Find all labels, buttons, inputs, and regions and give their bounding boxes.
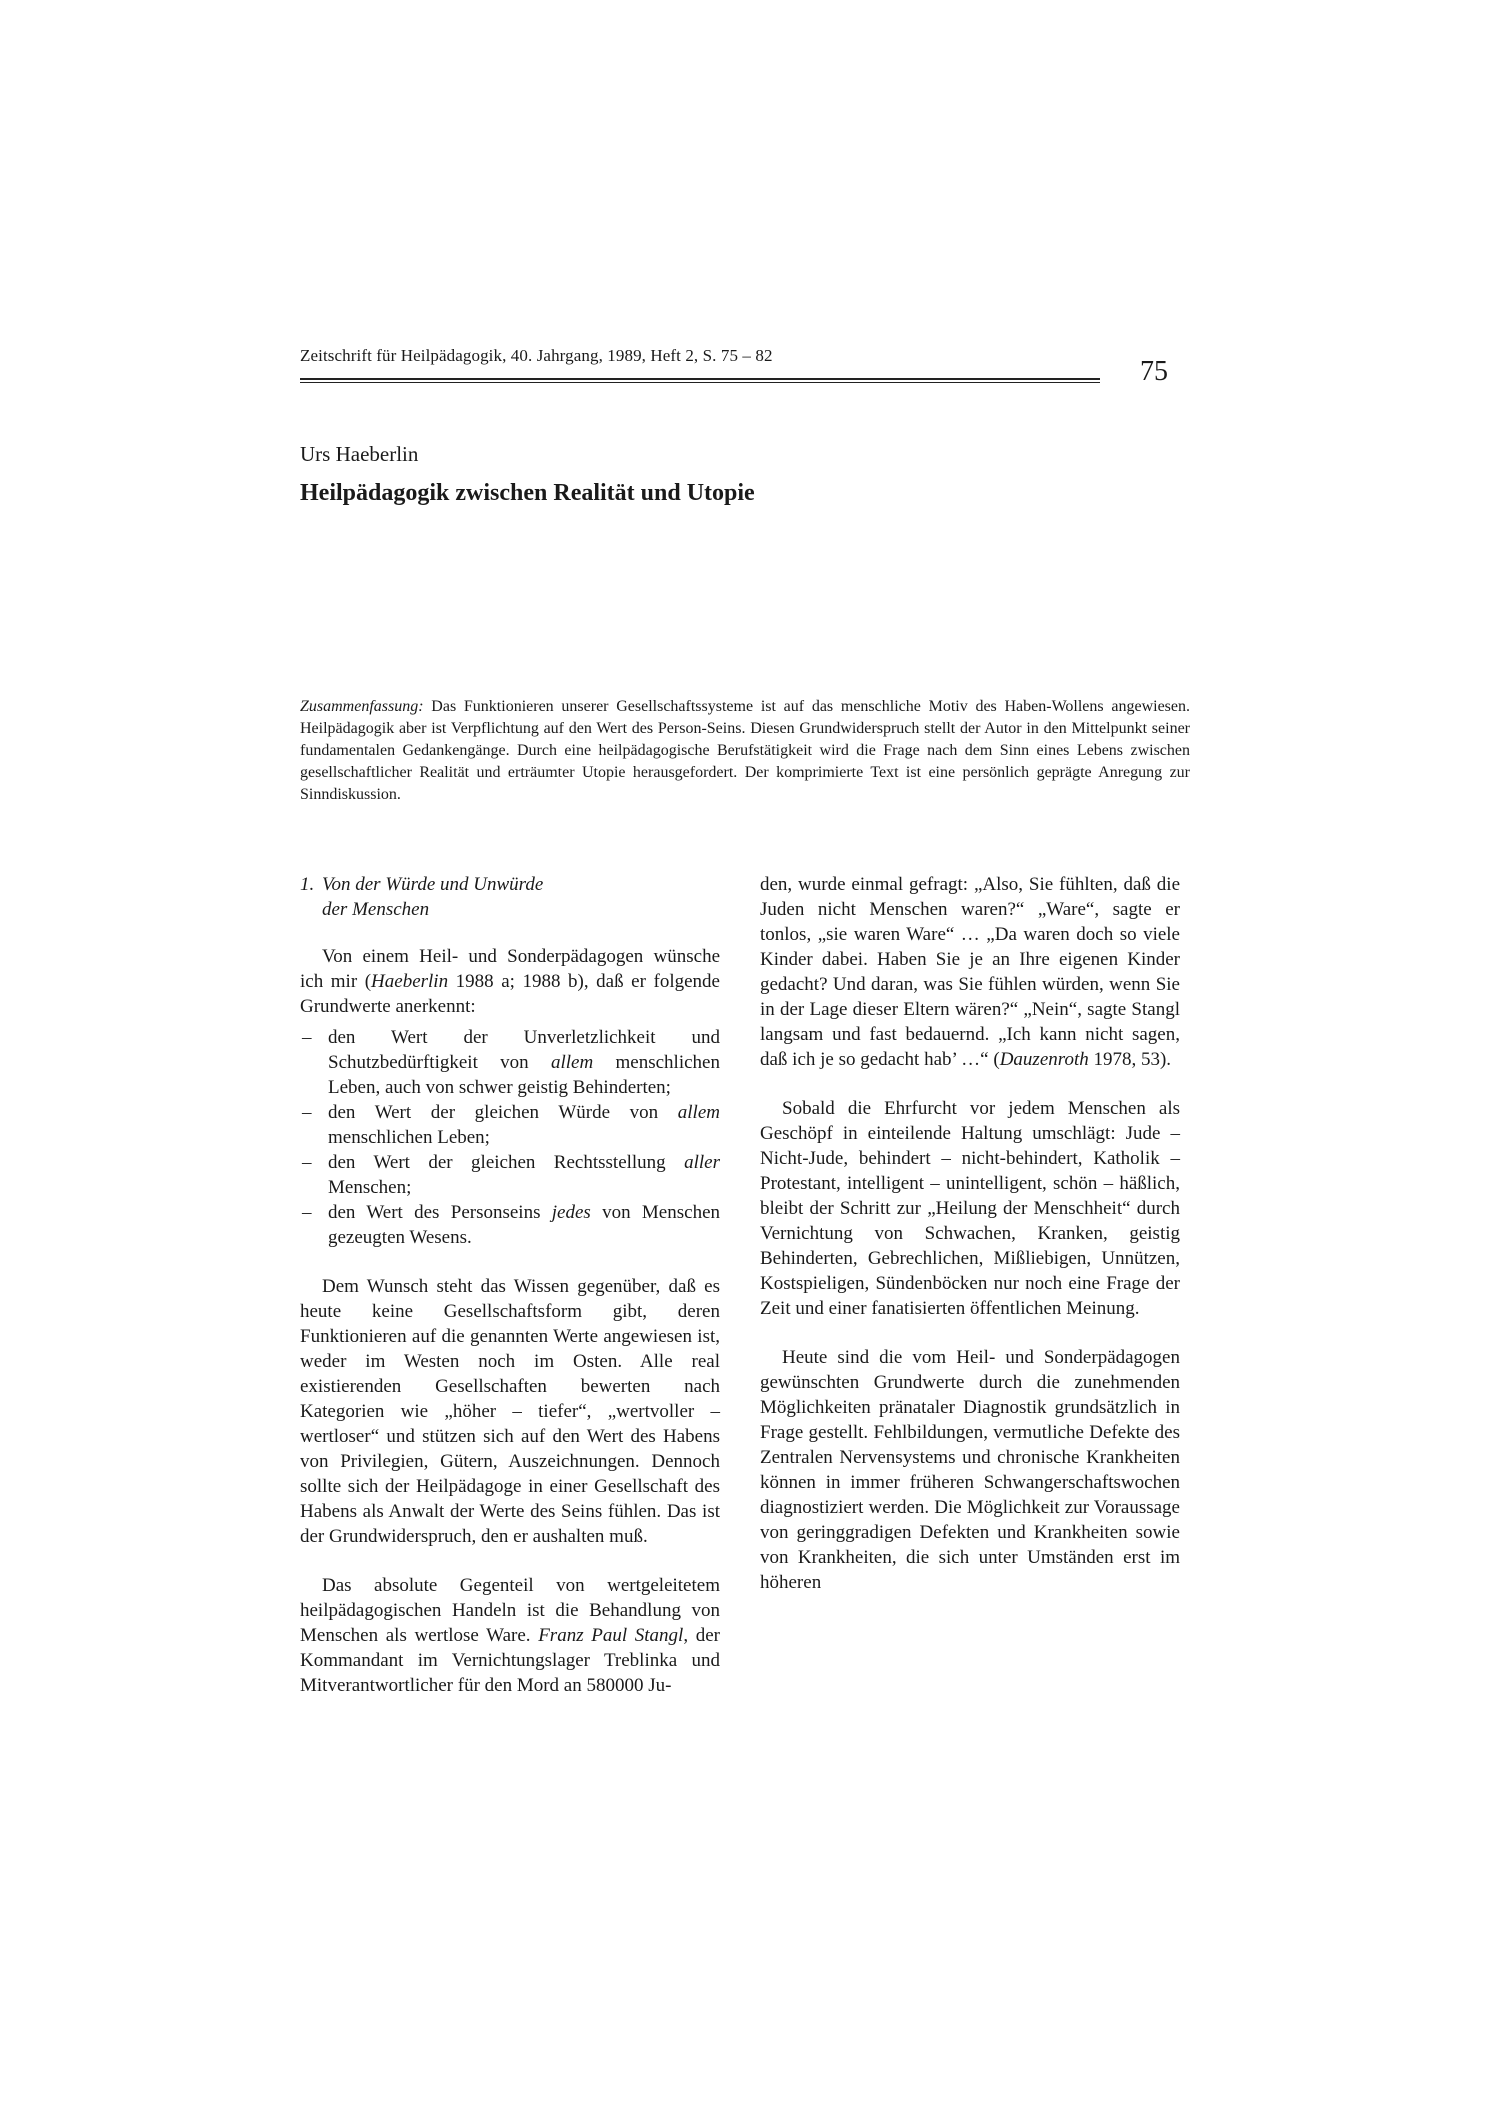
- text-run: den Wert der gleichen Würde von: [328, 1102, 678, 1123]
- text-run: Von einem Heil- und Sonderpädagogen wünsche ich mir (: [300, 946, 720, 992]
- list-item: [300, 1025, 720, 1100]
- paragraph: Heute sind die vom Heil- und Sonderpädagogen gewünschten Grundwerte durch die zunehmenden Möglichkeiten pränataler Diagnostik grundsätzlich in Frage gestellt. Fehlbildungen, vermutliche Defekte des Zentralen Nervensystems und chronische Krankheiten können in immer früheren Schwangerschaftswochen diagnostiziert werden. Die Möglichkeit zur Voraussage von geringgradigen Defekten und Krankheiten sowie von Krankheiten, die sich unter Umständen erst im höheren: [760, 1347, 1180, 1593]
- text-run: menschlichen Leben;: [328, 1127, 490, 1148]
- text-run: den Wert der Unverletzlichkeit und Schutzbedürftigkeit von: [328, 1027, 720, 1073]
- article-title: Heilpädagogik zwischen Realität und Utopie: [300, 480, 755, 506]
- section-title-line2: der Menschen: [322, 899, 430, 920]
- emphasis: jedes: [551, 1202, 591, 1223]
- citation-author: Haeberlin: [371, 971, 449, 992]
- text-run: den Wert des Personseins: [328, 1202, 552, 1223]
- section-title-line1: Von der Würde und Unwürde: [322, 874, 544, 895]
- paragraph: [300, 944, 720, 1019]
- text-run: den Wert der gleichen Rechtsstellung: [328, 1152, 685, 1173]
- values-list: [300, 1025, 720, 1250]
- emphasis: aller: [684, 1152, 720, 1173]
- header-rule-secondary: [300, 382, 1100, 383]
- paragraph: [300, 1573, 720, 1698]
- text-run: 1988 a; 1988 b), daß er folgende Grundwerte anerkennt:: [300, 971, 720, 1017]
- abstract-label: Zusammenfassung:: [300, 698, 424, 715]
- left-column: [300, 872, 720, 1722]
- list-item: [300, 1150, 720, 1200]
- article-author: Urs Haeberlin: [300, 442, 419, 466]
- header-rule: [300, 378, 1100, 380]
- person-name: Franz Paul Stangl: [538, 1625, 684, 1646]
- emphasis: allem: [550, 1052, 594, 1073]
- paragraph: [760, 872, 1180, 1072]
- text-run: Das absolute Gegenteil von wertgeleitetem heilpädagogischen Handeln ist die Behandlung von Menschen als wertlose Ware.: [300, 1575, 720, 1646]
- right-column: [760, 872, 1180, 1619]
- text-run: von Menschen gezeugten Wesens.: [328, 1202, 721, 1248]
- list-item: [300, 1200, 720, 1250]
- section-heading: [300, 872, 720, 922]
- list-item: [300, 1100, 720, 1150]
- text-run: 1978, 53).: [1088, 1049, 1172, 1070]
- text-run: Menschen;: [328, 1177, 412, 1198]
- emphasis: allem: [677, 1102, 720, 1123]
- abstract: [300, 696, 1190, 806]
- text-run: , der Kommandant im Vernichtungslager Treblinka und Mitverantwortlicher für den Mord an 580000 Ju-: [300, 1625, 720, 1696]
- page-number: 75: [1140, 356, 1168, 387]
- journal-header: Zeitschrift für Heilpädagogik, 40. Jahrgang, 1989, Heft 2, S. 75 – 82: [300, 346, 773, 365]
- text-run: menschlichen Leben, auch von schwer geistig Behinderten;: [328, 1052, 720, 1098]
- citation-author: Dauzenroth: [999, 1049, 1089, 1070]
- text-run: den, wurde einmal gefragt: „Also, Sie fühlten, daß die Juden nicht Menschen waren?“ „Ware“, sagte er tonlos, „sie waren Ware“ … „Da waren doch so viele Kinder dabei. Haben Sie je an Ihre eigenen Kinder gedacht? Und daran, was Sie fühlen würden, wenn Sie in der Lage dieser Eltern wären?“ „Nein“, sagte Stangl langsam und fast bedauernd. „Ich kann nicht sagen, daß ich je so gedacht hab’ …“ (: [760, 874, 1180, 1070]
- abstract-text: Das Funktionieren unserer Gesellschaftssysteme ist auf das menschliche Motiv des Haben-Wollens angewiesen. Heilpädagogik aber ist Verpflichtung auf den Wert des Person-Seins. Diesen Grundwiderspruch stellt der Autor in den Mittelpunkt seiner fundamentalen Gedankengänge. Durch eine heilpädagogische Berufstätigkeit wird die Frage nach dem Sinn eines Lebens zwischen gesellschaftlicher Realität und erträumter Utopie herausgefordert. Der komprimierte Text ist eine persönlich geprägte Anregung zur Sinndiskussion.: [300, 698, 1190, 803]
- paragraph: Dem Wunsch steht das Wissen gegenüber, daß es heute keine Gesellschaftsform gibt, deren Funktionieren auf die genannten Werte angewiesen ist, weder im Westen noch im Osten. Alle real existierenden Gesellschaften bewerten nach Kategorien wie „höher – tiefer“, „wertvoller – wertloser“ und stützen sich auf den Wert des Habens von Privilegien, Gütern, Auszeichnungen. Dennoch sollte sich der Heilpädagoge in einer Gesellschaft des Habens als Anwalt der Werte des Seins fühlen. Das ist der Grundwiderspruch, den er aushalten muß.: [300, 1276, 720, 1547]
- section-number: 1.: [300, 874, 315, 895]
- paragraph: Sobald die Ehrfurcht vor jedem Menschen als Geschöpf in einteilende Haltung umschlägt: Jude – Nicht-Jude, behindert – nicht-behindert, Katholik – Protestant, intelligent – unintelligent, schön – häßlich, bleibt der Schritt zur „Heilung der Menschheit“ durch Vernichtung von Schwachen, Kranken, geistig Behinderten, Gebrechlichen, Mißliebigen, Unnützen, Kostspieligen, Sündenböcken nur noch eine Frage der Zeit und einer fanatisierten öffentlichen Meinung.: [760, 1098, 1180, 1319]
